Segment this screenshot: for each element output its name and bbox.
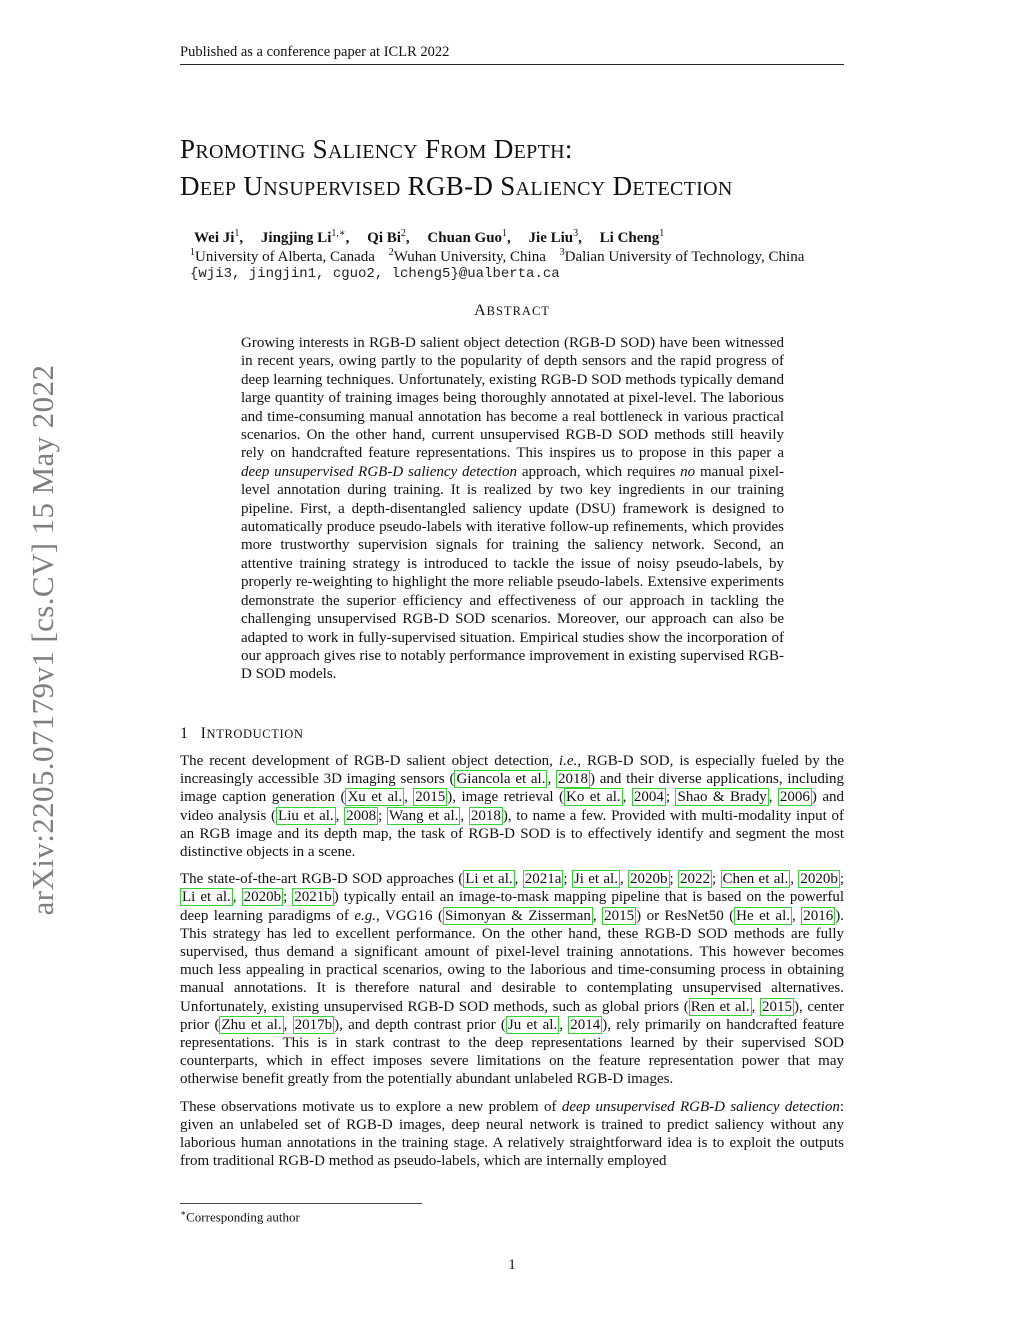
citation-link[interactable]: Zhu et al. xyxy=(221,1016,282,1033)
author: Chuan Guo$^1$, xyxy=(427,228,511,246)
citation-link[interactable]: 2020b xyxy=(630,871,668,888)
citation-link[interactable]: 2021a xyxy=(524,871,562,888)
citation-link[interactable]: Ren et al. xyxy=(690,998,750,1015)
affiliations xyxy=(190,247,814,266)
paragraph: The recent development of RGB-D salient object detection, i.e., RGB-D SOD, is especially fueled by the increasingly accessible 3D imaging sensors ( Giancola et al. , 2018 ) and their diverse applications, including image caption generation ( Xu et al. , 2015 ), image retrieval ( Ko et al. , 2004 ; Shao & Brady , 2006 ) and video analysis ( Liu et al. , 2008 ; Wang et al. , 2018 ), to name a few. Provided with multi-modality input of an RGB image and its depth map, the task of RGB-D SOD is to effectively identify and segment the most distinctive objects in a scene. xyxy=(180,753,845,861)
citation-link[interactable]: Ko et al. xyxy=(566,789,621,806)
author: Qi Bi$^2$, xyxy=(367,228,410,246)
citation-link[interactable]: Giancola et al. xyxy=(456,771,546,788)
citation-link[interactable]: 2020b xyxy=(800,871,838,888)
citation-link[interactable]: 2018 xyxy=(470,807,501,824)
citation-link[interactable]: Ju et al. xyxy=(507,1016,558,1033)
citation-link[interactable]: 2021b xyxy=(294,889,332,906)
arxiv-identifier: arXiv:2205.07179v1 [cs.CV] 15 May 2022 xyxy=(25,364,60,916)
footnote: ∗Corresponding author xyxy=(180,1208,300,1225)
citation-link[interactable]: Li et al. xyxy=(465,871,513,888)
citation-link[interactable]: Li et al. xyxy=(182,889,231,906)
citation-link[interactable]: 2006 xyxy=(779,789,810,806)
affiliation: $^3$Dalian University of Technology, China xyxy=(559,247,805,265)
page-number: 1 xyxy=(508,1257,516,1273)
citation-link[interactable]: 2017b xyxy=(294,1016,333,1033)
title-line-1: PROMOTING SALIENCY FROM DEPTH: xyxy=(180,134,573,164)
introduction-body xyxy=(180,752,844,1179)
author-list xyxy=(194,228,678,247)
title-line-2: DEEP UNSUPERVISED RGB-D SALIENCY DETECTION xyxy=(180,171,733,201)
author: Jie Liu$^3$, xyxy=(528,228,582,246)
citation-link[interactable]: 2008 xyxy=(346,807,377,824)
author: Wei Ji$^1$, xyxy=(194,228,244,246)
paragraph: These observations motivate us to explore a new problem of deep unsupervised RGB-D saliency detection: given an unlabeled set of RGB-D images, deep neural network is trained to predict saliency without any laborious human annotations in the training stage. A relatively straightforward idea is to exploit the outputs from traditional RGB-D method as pseudo-labels, which are internally employed xyxy=(180,1098,844,1170)
running-header: Published as a conference paper at ICLR 2022 xyxy=(180,44,844,65)
author-emails: {wji3, jingjin1, cguo2, lcheng5}@ualberta.ca xyxy=(190,266,560,282)
citation-link[interactable]: Chen et al. xyxy=(722,871,789,888)
citation-link[interactable]: 2015 xyxy=(761,998,792,1015)
citation-link[interactable]: Xu et al. xyxy=(347,789,403,806)
citation-link[interactable]: Liu et al. xyxy=(278,807,334,824)
author: Li Cheng$^1$ xyxy=(599,228,665,246)
citation-link[interactable]: 2022 xyxy=(680,871,711,888)
arxiv-sidebar xyxy=(20,340,66,940)
affiliation: $^2$Wuhan University, China xyxy=(388,247,546,265)
citation-link[interactable]: 2014 xyxy=(570,1016,601,1033)
abstract-heading: ABSTRACT xyxy=(474,302,550,319)
citation-link[interactable]: 2018 xyxy=(557,771,588,788)
paper-title xyxy=(180,132,880,206)
citation-link[interactable]: Wang et al. xyxy=(388,807,459,824)
footnote-divider xyxy=(180,1203,422,1204)
abstract-body: Growing interests in RGB-D salient object detection (RGB-D SOD) have been witnessed in recent years, owing partly to the popularity of depth sensors and the rapid progress of deep learning techniques. Unfortunately, existing RGB-D SOD methods typically demand large quantity of training images being thoroughly annotated at pixel-level. The laborious and time-consuming manual annotation has become a real bottleneck in various practical scenarios. On the other hand, current unsupervised RGB-D SOD methods still heavily rely on handcrafted feature representations. This inspires us to propose in this paper a deep unsupervised RGB-D saliency detection approach, which requires no manual pixel-level annotation during training. It is realized by two key ingredients in our training pipeline. First, a depth-disentangled saliency update (DSU) framework is designed to automatically produce pseudo-labels with iterative follow-up refinements, which provides more trustworthy supervision signals for training the saliency network. Second, an attentive training strategy is introduced to tackle the issue of noisy pseudo-labels, by properly re-weighting to highlight the more reliable pseudo-labels. Extensive experiments demonstrate the superior efficiency and effectiveness of our approach in tackling the challenging unsupervised RGB-D SOD scenarios. Moreover, our approach can also be adapted to work in fully-supervised situation. Empirical studies show the incorporation of our approach gives rise to notably performance improvement in existing supervised RGB-D SOD models. xyxy=(241,335,784,683)
affiliation: $^1$University of Alberta, Canada xyxy=(190,247,375,265)
citation-link[interactable]: Shao & Brady xyxy=(677,789,767,806)
citation-link[interactable]: He et al. xyxy=(736,907,791,924)
citation-link[interactable]: 2020b xyxy=(243,889,282,906)
citation-link[interactable]: 2004 xyxy=(633,789,664,806)
citation-link[interactable]: Ji et al. xyxy=(573,871,618,888)
citation-link[interactable]: 2016 xyxy=(803,907,834,924)
paragraph: The state-of-the-art RGB-D SOD approaches ( Li et al. , 2021a ; Ji et al. , 2020b ; 2022 ; Chen et al. , 2020b ; Li et al. , 2020b ; 2021b ) typically entail an image-to-mask mapping pipeline that is based on the powerful deep learning paradigms of e.g., VGG16 ( Simonyan & Zisserman , 2015 ) or ResNet50 ( He et al. , 2016 ). This strategy has led to excellent performance. On the other hand, these RGB-D SOD methods are fully supervised, thus demand a significant amount of pixel-level training annotations. This however becomes much less appealing in practical scenarios, owing to the laborious and time-consuming process in obtaining manual annotations. It is therefore natural and desirable to contemplating unsupervised alternatives. Unfortunately, existing unsupervised RGB-D SOD methods, such as global priors ( Ren et al. , 2015 ), center prior ( Zhu et al. , 2017b ), and depth contrast prior ( Ju et al. , 2014 ), rely primarily on handcrafted feature representations. This is in stark contrast to the deep representations learned by their supervised SOD counterparts, which in effect imposes severe limitations on the feature representation power that may otherwise benefit greatly from the potentially abundant unlabeled RGB-D images. xyxy=(180,871,845,1088)
section-heading-introduction: 1 INTRODUCTION xyxy=(180,725,304,742)
citation-link[interactable]: 2015 xyxy=(415,789,446,806)
citation-link[interactable]: Simonyan & Zisserman xyxy=(444,907,591,924)
citation-link[interactable]: 2015 xyxy=(604,907,635,924)
author: Jingjing $Li^{1,∗}$, xyxy=(260,228,350,246)
